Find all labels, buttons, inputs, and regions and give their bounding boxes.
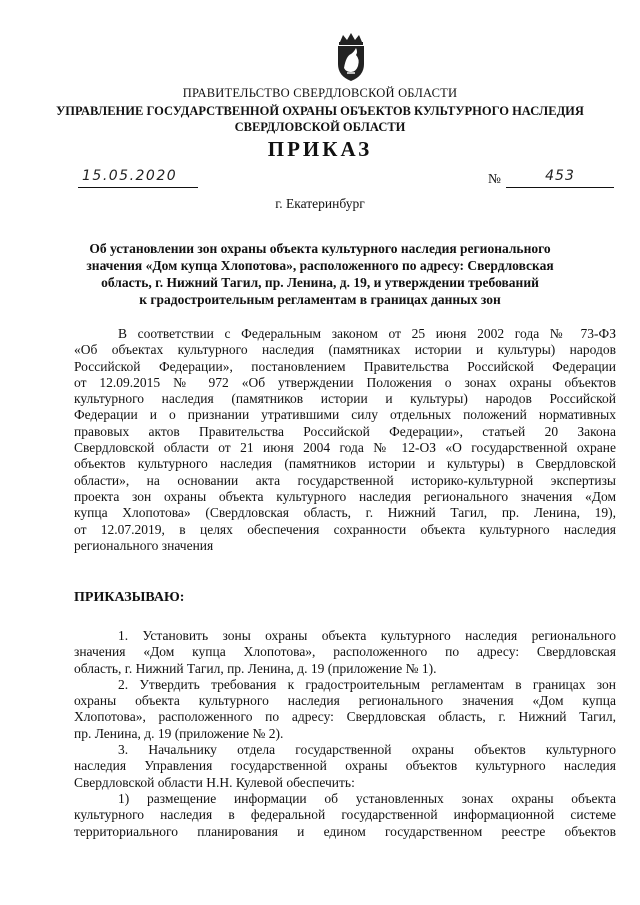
order-date-field	[78, 167, 198, 188]
department-line: УПРАВЛЕНИЕ ГОСУДАРСТВЕННОЙ ОХРАНЫ ОБЪЕКТОВ КУЛЬТУРНОГО НАСЛЕДИЯ	[56, 104, 584, 118]
order-subject	[0, 240, 640, 308]
order-item-3	[74, 742, 616, 791]
item-line: 3. Начальнику отдела государственной охраны объектов культурного	[118, 742, 616, 758]
subject-line: Об установлении зон охраны объекта культурного наследия регионального	[89, 241, 551, 256]
order-number: 453	[545, 168, 575, 184]
government-name: ПРАВИТЕЛЬСТВО СВЕРДЛОВСКОЙ ОБЛАСТИ	[182, 86, 458, 100]
order-number-label: №	[488, 171, 501, 186]
subject-line: область, г. Нижний Тагил, пр. Ленина, д. 19, и утверждении требований	[101, 275, 539, 290]
preamble-line: купца Хлопотова» (Свердловская область, г. Нижний Тагил, пр. Ленина, 19),	[74, 505, 616, 521]
preamble-line: правовых актов Правительства Российской Федерации», статьей 20 Закона	[74, 423, 616, 439]
preamble-line: культурного наследия (памятников истории и культуры) народов Российской	[74, 391, 616, 407]
subject-line: к градостроительным регламентам в границах данных зон	[139, 292, 501, 307]
order-item-1	[74, 628, 616, 677]
item-line: территориального планирования и едином государственном реестре объектов	[74, 823, 616, 839]
item-line: 2. Утвердить требования к градостроительным регламентам в границах зон	[118, 676, 616, 692]
preamble-line: от 12.09.2015 № 972 «Об утверждении Положения о зонах охраны объектов	[74, 374, 616, 390]
document-type-title: ПРИКАЗ	[267, 137, 373, 161]
preamble-line: В соответствии с Федеральным законом от 25 июня 2002 года № 73-ФЗ	[118, 326, 616, 341]
department-line: СВЕРДЛОВСКОЙ ОБЛАСТИ	[234, 120, 406, 134]
preamble-line: регионального значения	[74, 537, 214, 553]
item-line: наследия Управления государственной охраны объектов культурного наследия	[74, 758, 616, 774]
coat-of-arms-emblem	[330, 32, 372, 82]
preamble-line: Российской Федерации», постановлением Правительства Российской Федерации	[74, 358, 616, 374]
order-number-field	[506, 167, 614, 188]
item-line: 1. Установить зоны охраны объекта культурного наследия регионального	[118, 628, 616, 643]
preamble-line: «Об объектах культурного наследия (памятниках истории и культуры) народов	[74, 342, 616, 358]
preamble-line: Свердловской области от 21 июня 2004 года № 12-ОЗ «О государственной охране	[74, 440, 616, 456]
order-item-2	[74, 677, 616, 742]
order-item-3-1	[74, 791, 616, 840]
preamble-line: области», на основании акта государственной историко-культурной экспертизы	[74, 472, 616, 488]
order-heading: ПРИКАЗЫВАЮ:	[74, 590, 185, 605]
city-name: г. Екатеринбург	[275, 196, 365, 211]
item-line: охраны объекта культурного наследия регионального значения «Дом купца	[74, 693, 616, 709]
item-line: культурного наследия в федеральной государственной информационной системе	[74, 807, 616, 823]
order-items	[74, 628, 616, 840]
preamble-line: от 12.07.2019, в целях обеспечения сохранности объекта культурного наследия	[74, 521, 616, 537]
item-line: область, г. Нижний Тагил, пр. Ленина, д. 19 (приложение № 1).	[74, 660, 437, 676]
item-line: 1) размещение информации об установленных зонах охраны объекта	[118, 790, 616, 806]
preamble-line: Федерации и о признании утратившими силу отдельных положений нормативных	[74, 407, 616, 423]
preamble-paragraph	[74, 326, 616, 554]
item-line: Свердловской области Н.Н. Кулевой обеспечить:	[74, 774, 355, 790]
department-name	[0, 103, 640, 135]
preamble-line: объектов культурного наследия (памятников истории и культуры) в Свердловской	[74, 456, 616, 472]
preamble-line: проекта зон охраны объекта культурного наследия регионального значения «Дом	[74, 488, 616, 504]
item-line: пр. Ленина, д. 19 (приложение № 2).	[74, 725, 284, 741]
item-line: значения «Дом купца Хлопотова», расположенного по адресу: Свердловская	[74, 644, 616, 660]
item-line: Хлопотова», расположенного по адресу: Свердловская область, г. Нижний Тагил,	[74, 709, 616, 725]
subject-line: значения «Дом купца Хлопотова», расположенного по адресу: Свердловская	[86, 258, 554, 273]
order-date: 15.05.2020	[82, 168, 178, 184]
